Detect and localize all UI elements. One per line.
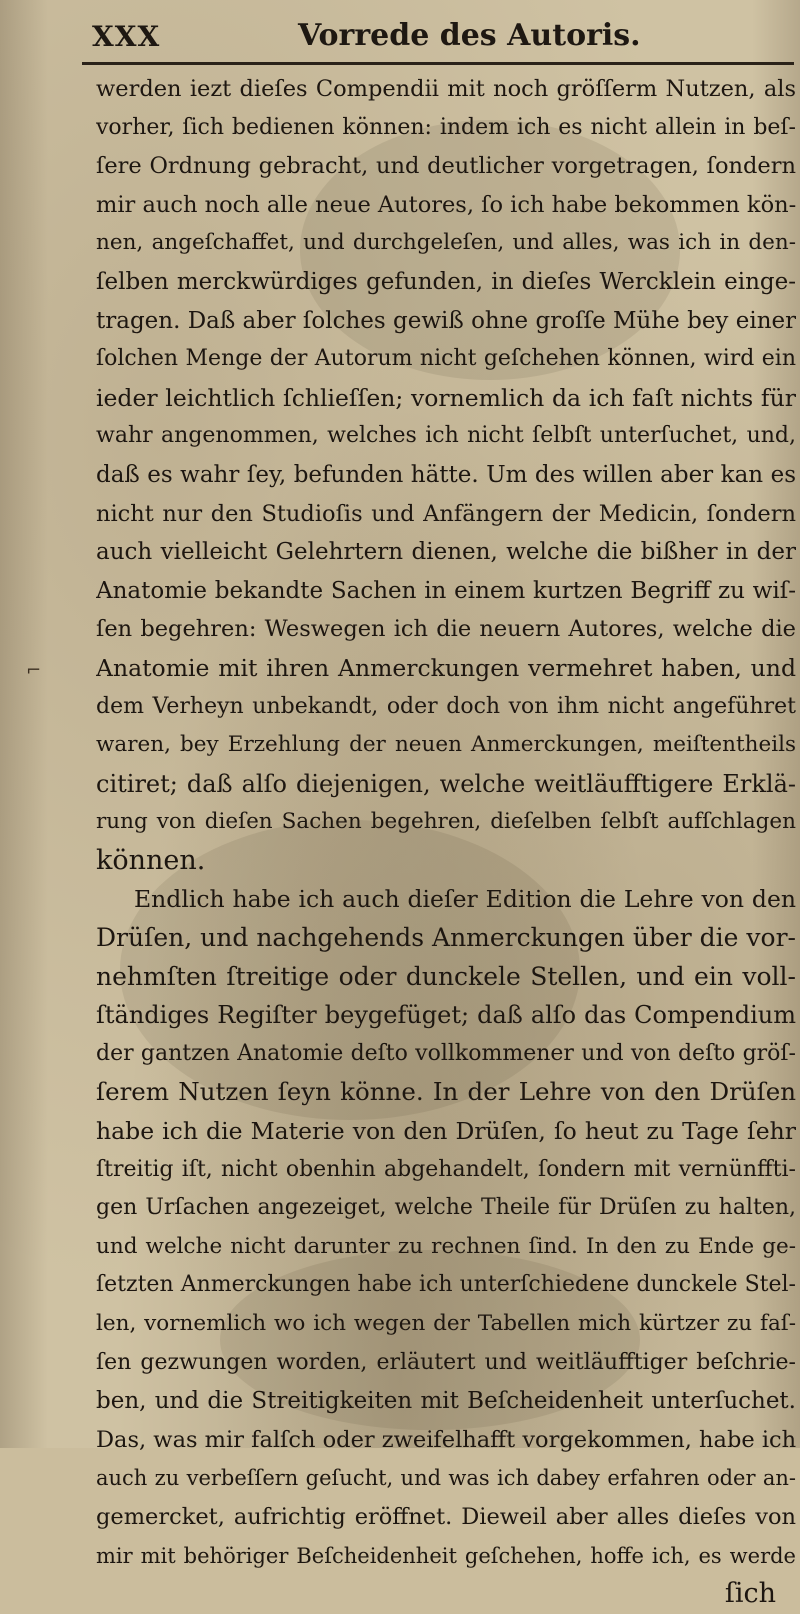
text-line: mir mit behöriger Beſcheidenheit geſchehen, hoffe ich, es werde (96, 1543, 796, 1568)
page-number: XXX (92, 20, 161, 53)
text-line: mir auch noch alle neue Autores, ſo ich habe bekommen kön- (96, 191, 796, 218)
text-line: dem Verheyn unbekandt, oder doch von ihm nicht angeführet (96, 693, 796, 719)
text-line: Anatomie mit ihren Anmerckungen vermehret haben, und (96, 653, 796, 682)
text-line: werden iezt dieſes Compendii mit noch gröſſerm Nutzen, als (96, 76, 796, 102)
text-line: Drüſen, und nachgehends Anmerckungen über die vor- (96, 923, 796, 953)
text-line: Anatomie bekandte Sachen in einem kurtzen Begriff zu wiſ- (96, 577, 796, 604)
text-line: ſere Ordnung gebracht, und deutlicher vorgetragen, ſondern (96, 153, 796, 180)
text-line: nehmſten ſtreitige oder dunckele Stellen, und ein voll- (96, 961, 796, 991)
text-line: vorher, ſich bedienen können: indem ich es nicht allein in beſ- (96, 114, 796, 140)
text-line: ſtändiges Regiſter beygefüget; daß alſo das Compendium (96, 1001, 796, 1030)
text-line: ſerem Nutzen ſeyn könne. In der Lehre von den Drüſen (96, 1077, 796, 1107)
text-line: auch vielleicht Gelehrtern dienen, welche die bißher in der (96, 539, 796, 566)
header-rule (82, 62, 794, 65)
text-line: Das, was mir falſch oder zweifelhafft vorgekommen, habe ich (96, 1426, 796, 1453)
text-line: ſen begehren: Weswegen ich die neuern Autores, welche die (96, 616, 796, 643)
text-line: und welche nicht darunter zu rechnen ſind. In den zu Ende ge- (96, 1233, 796, 1259)
text-line: gen Urſachen angezeiget, welche Theile für Drüſen zu halten, (96, 1195, 796, 1221)
text-line: tragen. Daß aber ſolches gewiß ohne groſſe Mühe bey einer (96, 307, 796, 334)
paragraph-start-line: Endlich habe ich auch dieſer Edition die Lehre von den (134, 885, 796, 914)
text-line: der gantzen Anatomie deſto vollkommener und von deſto gröſ- (96, 1040, 796, 1066)
text-line: gemercket, aufrichtig eröffnet. Dieweil aber alles dieſes von (96, 1503, 796, 1530)
text-line: ſetzten Anmerckungen habe ich unterſchiedene dunckele Stel- (96, 1272, 796, 1298)
text-line: waren, bey Erzehlung der neuen Anmerckungen, meiſtentheils (96, 732, 796, 758)
text-line: daß es wahr ſey, befunden hätte. Um des willen aber kan es (96, 461, 796, 488)
text-line: ieder leichtlich ſchlieſſen; vornemlich da ich faſt nichts für (96, 383, 796, 412)
text-line: rung von dieſen Sachen begehren, dieſelben ſelbſt aufſchlagen (96, 809, 796, 835)
margin-mark: ⌐ (26, 660, 42, 681)
text-line: citiret; daß alſo diejenigen, welche weitläufftigere Erklä- (96, 769, 796, 798)
text-line: ſolchen Menge der Autorum nicht geſchehen können, wird ein (96, 346, 796, 372)
text-line: ben, und die Streitigkeiten mit Beſcheidenheit unterſuchet. (96, 1388, 796, 1415)
text-line: ſen gezwungen worden, erläutert und weitläufftiger beſchrie- (96, 1349, 796, 1375)
text-line: nicht nur den Studioſis und Anfängern der Medicin, ſondern (96, 500, 796, 527)
text-line: habe ich die Materie von den Drüſen, ſo heut zu Tage ſehr (96, 1117, 796, 1146)
page-header (0, 12, 800, 56)
text-line: können. (96, 844, 206, 876)
text-line: wahr angenommen, welches ich nicht ſelbſt unterſuchet, und, (96, 423, 796, 449)
text-line: auch zu verbeſſern geſucht, und was ich dabey erfahren oder an- (96, 1466, 796, 1491)
body-text (96, 70, 796, 1614)
text-line: nen, angeſchaffet, und durchgeleſen, und alles, was ich in den- (96, 230, 796, 256)
catchword: ſich (724, 1578, 776, 1610)
text-line: len, vornemlich wo ich wegen der Tabellen mich kürtzer zu faſ- (96, 1311, 796, 1336)
running-title: Vorrede des Autoris. (298, 18, 641, 53)
text-line: ſelben merckwürdiges gefunden, in dieſes Wercklein einge- (96, 268, 796, 295)
text-line: ſtreitig iſt, nicht obenhin abgehandelt, ſondern mit vernünffti- (96, 1156, 796, 1182)
